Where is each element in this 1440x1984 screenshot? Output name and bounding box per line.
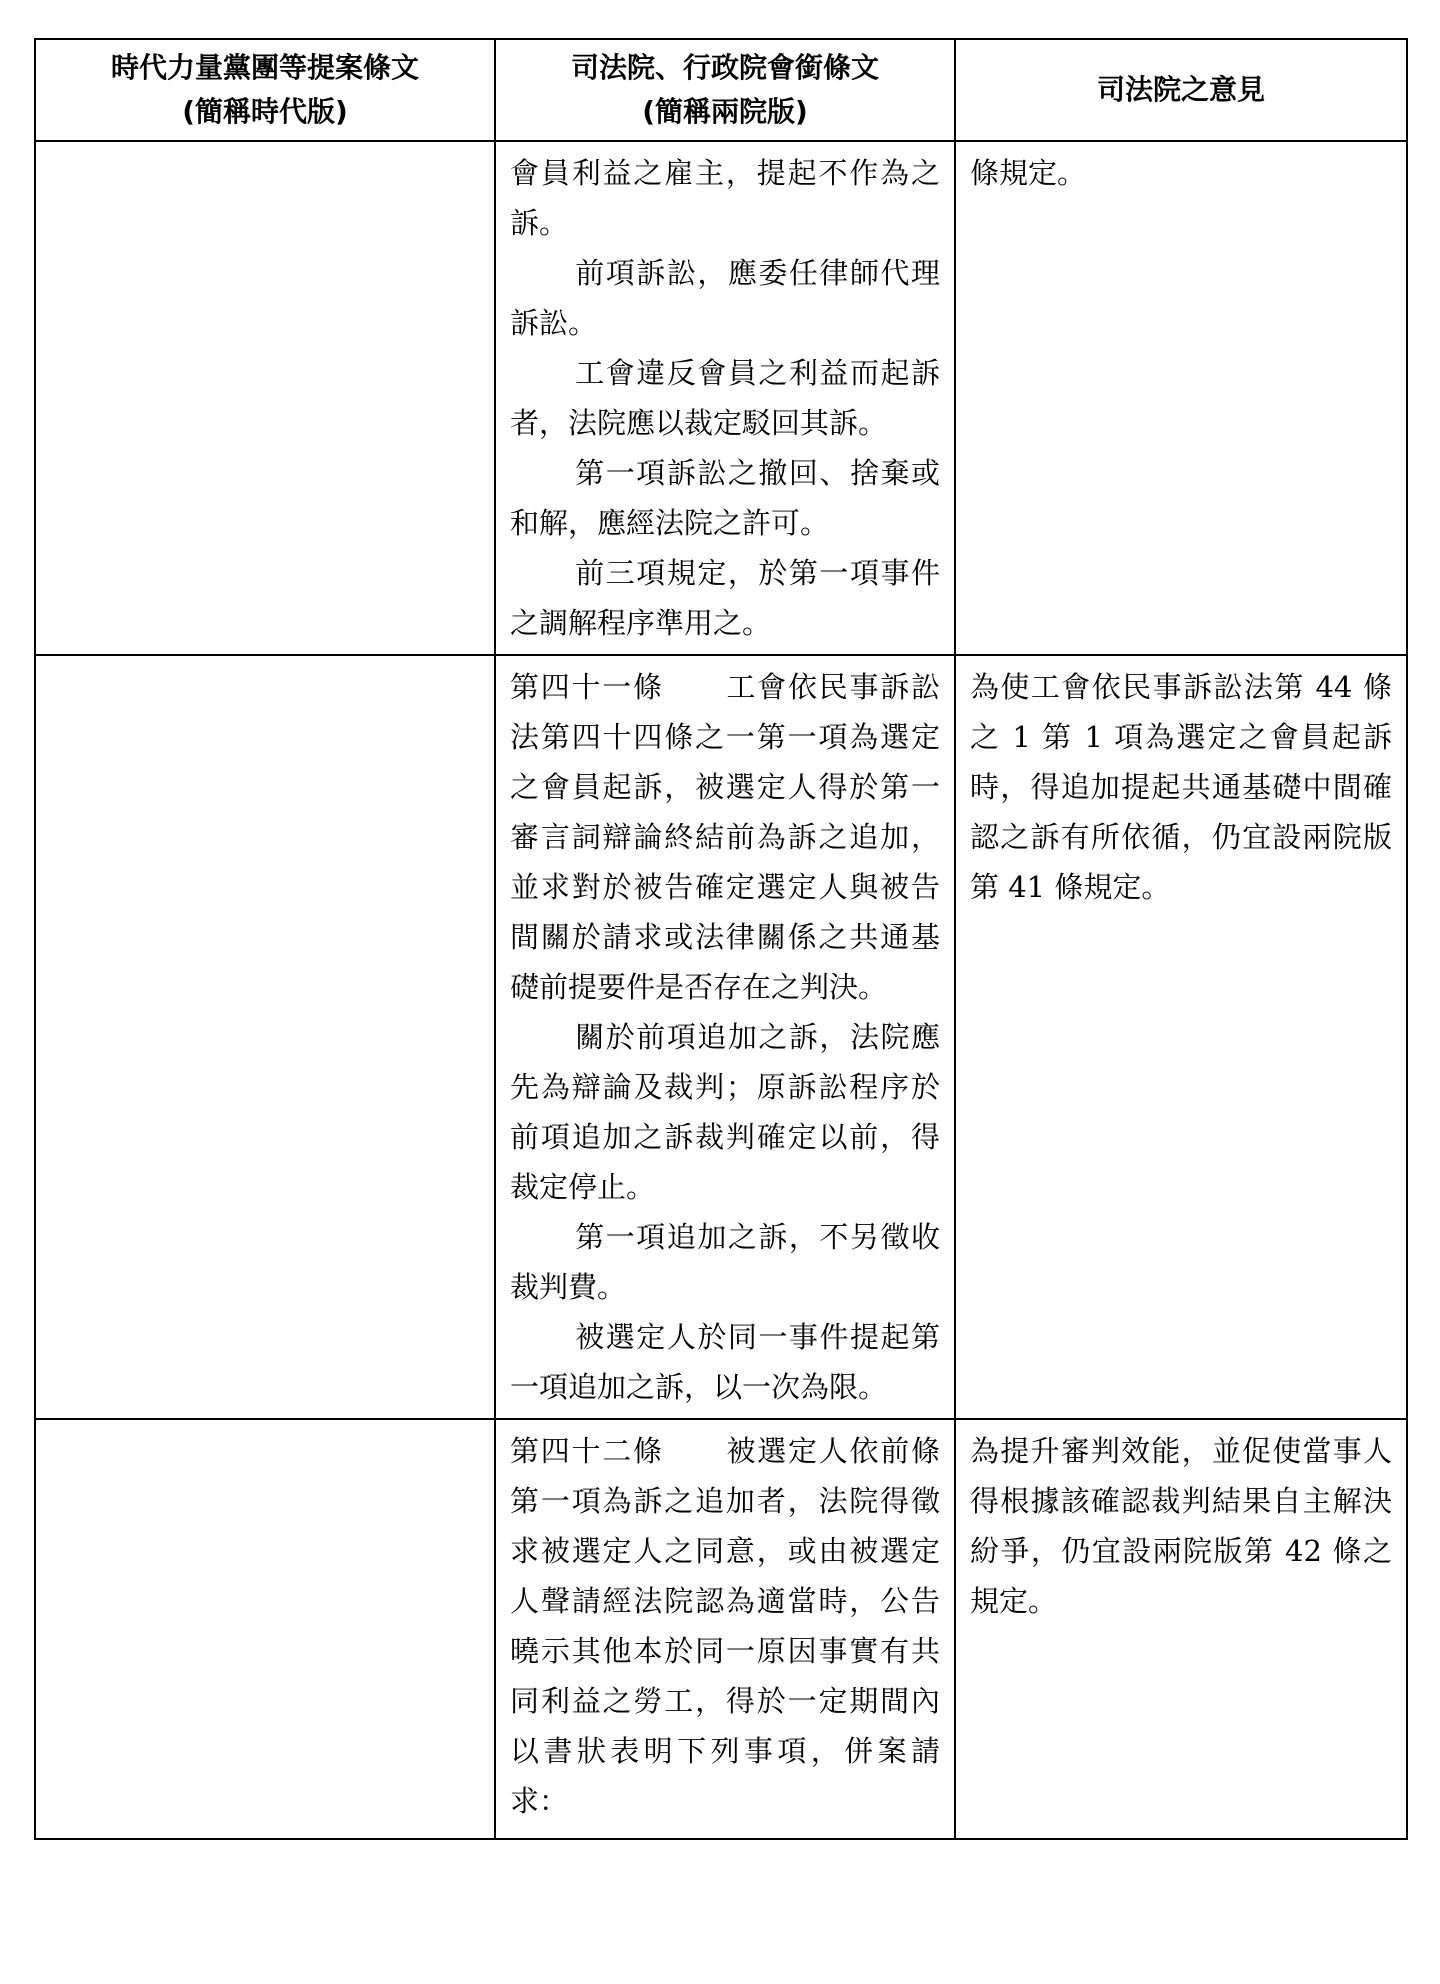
document-page bbox=[34, 38, 1406, 1840]
article-body: 被選定人依前條第一項為訴之追加者，法院得徵求被選定人之同意，或由被選定人聲請經法院認為適當時，公告曉示其他本於同一原因事實有共同利益之勞工，得於一定期間內以書狀表明下列事項，併案請求： bbox=[510, 1434, 940, 1818]
proposal-text bbox=[36, 656, 494, 668]
article-paragraph: 前項訴訟，應委任律師代理訴訟。 bbox=[510, 256, 940, 340]
table-row bbox=[35, 655, 1407, 1419]
article-paragraph: 第一項追加之訴，不另徵收裁判費。 bbox=[510, 1220, 940, 1304]
header-line: (簡稱兩院版) bbox=[642, 95, 808, 128]
article-paragraph: 前三項規定，於第一項事件之調解程序準用之。 bbox=[510, 556, 940, 640]
table-row bbox=[35, 1419, 1407, 1839]
opinion-cell bbox=[955, 655, 1407, 1419]
proposal-cell bbox=[35, 655, 495, 1419]
header-joint-version bbox=[495, 39, 955, 141]
header-proposal-version bbox=[35, 39, 495, 141]
header-line: (簡稱時代版) bbox=[182, 95, 348, 128]
header-line: 司法院之意見 bbox=[1096, 73, 1265, 106]
article-body: 工會依民事訴訟法第四十四條之一第一項為選定之會員起訴，被選定人得於第一審言詞辯論終結前為訴之追加，並求對於被告確定選定人與被告間關於請求或法律關係之共通基礎前提要件是否存在之判決。 bbox=[510, 670, 940, 1004]
header-line: 司法院、行政院會銜條文 bbox=[570, 51, 879, 84]
proposal-text bbox=[36, 142, 494, 154]
opinion-cell bbox=[955, 141, 1407, 655]
proposal-text bbox=[36, 1420, 494, 1432]
article-paragraph: 工會違反會員之利益而起訴者，法院應以裁定駁回其訴。 bbox=[510, 356, 940, 440]
article-number: 第四十一條 bbox=[510, 670, 664, 704]
article-number: 第四十二條 bbox=[510, 1434, 664, 1468]
opinion-text: 為提升審判效能，並促使當事人得根據該確認裁判結果自主解決紛爭，仍宜設兩院版第 42 條之規定。 bbox=[970, 1434, 1392, 1618]
article-text bbox=[510, 1426, 940, 1826]
joint-version-cell bbox=[495, 1419, 955, 1839]
header-line: 時代力量黨團等提案條文 bbox=[110, 51, 419, 84]
article-text: 會員利益之雇主，提起不作為之訴。 bbox=[510, 156, 940, 240]
article-text bbox=[510, 662, 940, 1012]
opinion-cell bbox=[955, 1419, 1407, 1839]
joint-version-cell bbox=[495, 141, 955, 655]
table-header-row bbox=[35, 39, 1407, 141]
proposal-cell bbox=[35, 141, 495, 655]
header-judicial-opinion bbox=[955, 39, 1407, 141]
proposal-cell bbox=[35, 1419, 495, 1839]
joint-version-cell bbox=[495, 655, 955, 1419]
opinion-text: 條規定。 bbox=[970, 156, 1087, 190]
table-row bbox=[35, 141, 1407, 655]
article-paragraph: 被選定人於同一事件提起第一項追加之訴，以一次為限。 bbox=[510, 1320, 940, 1404]
comparison-table bbox=[34, 38, 1408, 1840]
article-paragraph: 第一項訴訟之撤回、捨棄或和解，應經法院之許可。 bbox=[510, 456, 940, 540]
article-paragraph: 關於前項追加之訴，法院應先為辯論及裁判；原訴訟程序於前項追加之訴裁判確定以前，得裁定停止。 bbox=[510, 1020, 940, 1204]
opinion-text: 為使工會依民事訴訟法第 44 條之 1 第 1 項為選定之會員起訴時，得追加提起共通基礎中間確認之訴有所依循，仍宜設兩院版第 41 條規定。 bbox=[970, 670, 1392, 904]
